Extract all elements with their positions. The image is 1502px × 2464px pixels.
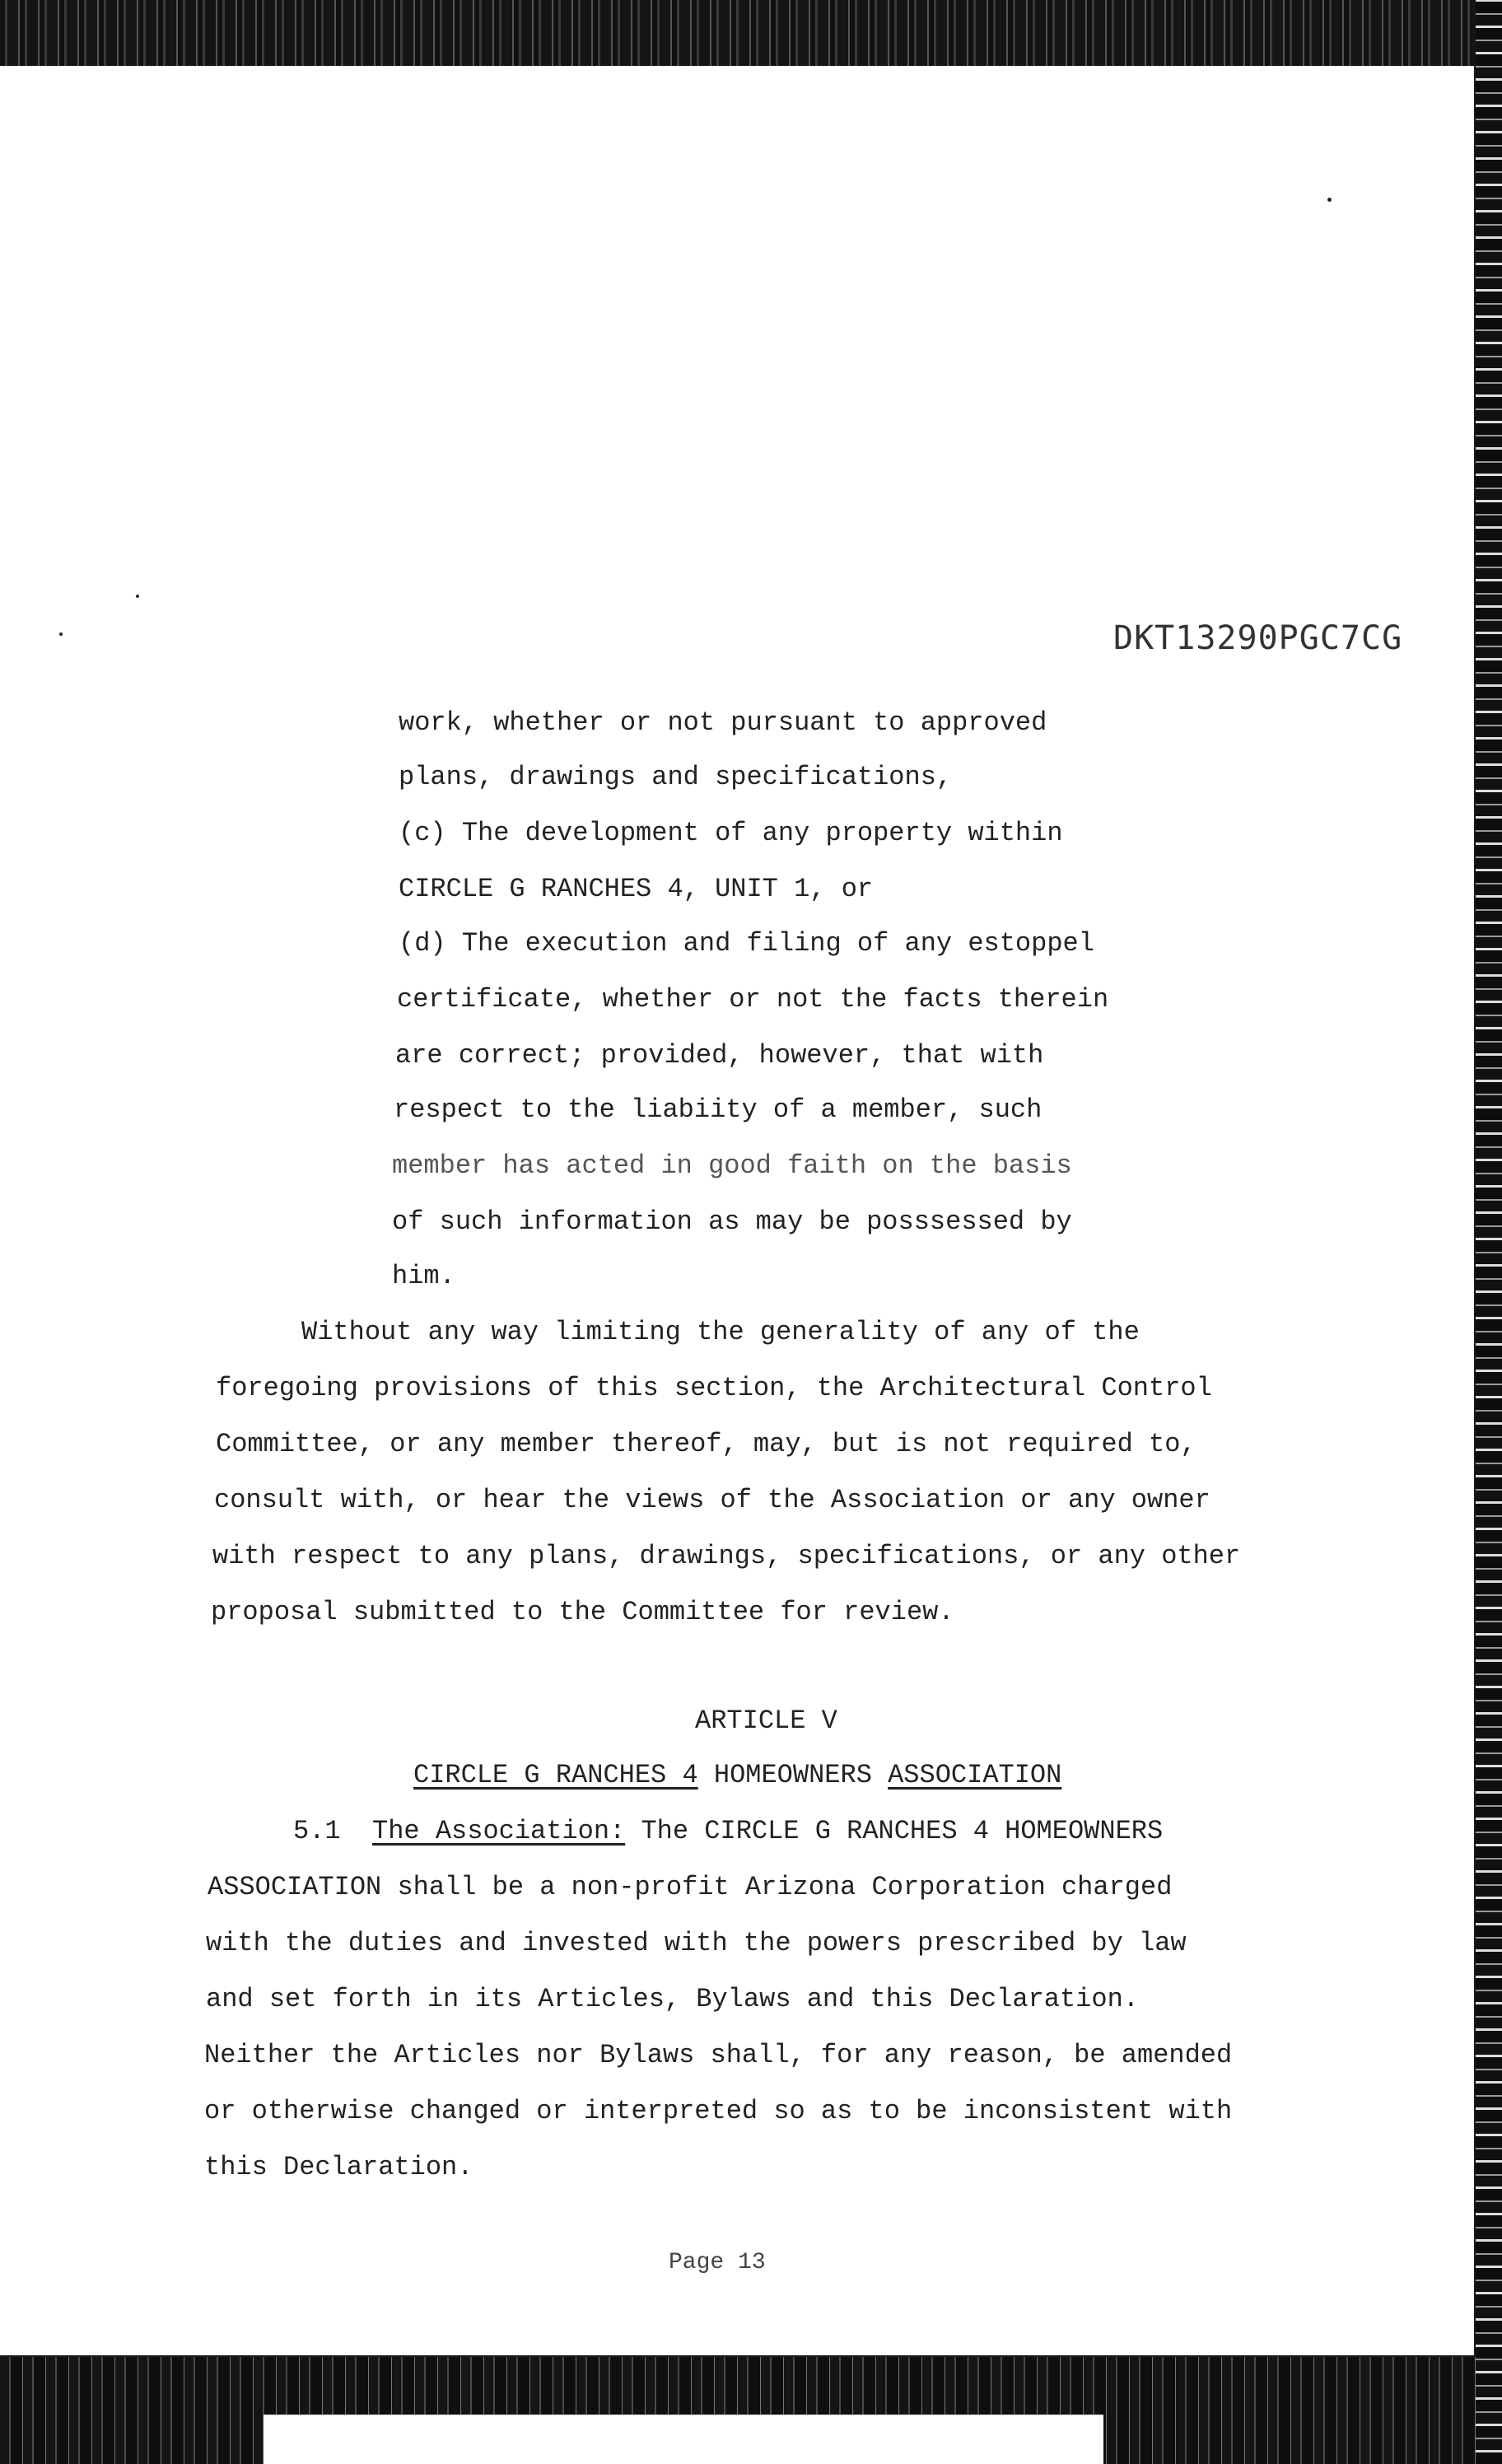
scan-speck [136, 595, 139, 598]
scan-border-bottom-gap [264, 2415, 1103, 2464]
article-title-part: HOMEOWNERS [697, 1760, 889, 1790]
list-line: are correct; provided, however, that with [395, 1040, 1044, 1071]
section-number: 5.1 [293, 1816, 341, 1846]
section-line: and set forth in its Articles, Bylaws and this Declaration. [206, 1984, 1139, 2014]
list-line: (d) The execution and filing of any estoppel [399, 928, 1094, 959]
article-title-part: ASSOCIATION [888, 1760, 1062, 1790]
list-line: respect to the liabiity of a member, such [394, 1094, 1043, 1125]
scan-speck [59, 632, 63, 636]
page-number: Page 13 [669, 2250, 766, 2275]
list-line: certificate, whether or not the facts therein [397, 984, 1109, 1015]
section-heading: The Association: [372, 1816, 626, 1846]
scan-border-right [1476, 0, 1502, 2464]
section-line: with the duties and invested with the powers prescribed by law [206, 1928, 1187, 1958]
article-title [413, 1759, 1061, 1792]
scan-border-top [0, 0, 1502, 66]
list-line: of such information as may be posssessed by [392, 1206, 1072, 1237]
section-line: ASSOCIATION shall be a non-profit Arizona Corporation charged [208, 1872, 1173, 1902]
section-first-line [293, 1815, 1163, 1848]
document-page [0, 66, 1474, 2355]
paragraph-line: consult with, or hear the views of the Association or any owner [214, 1485, 1210, 1515]
section-text: The CIRCLE G RANCHES 4 HOMEOWNERS [625, 1816, 1164, 1846]
list-line: him. [392, 1261, 455, 1291]
paragraph-line: Committee, or any member thereof, may, but is not required to, [216, 1429, 1196, 1459]
section-line: this Declaration. [204, 2152, 473, 2182]
paragraph-line: with respect to any plans, drawings, specifications, or any other [212, 1541, 1241, 1571]
list-line: (c) The development of any property within [399, 818, 1063, 848]
article-number: ARTICLE V [695, 1706, 837, 1736]
docket-stamp: DKT13290PGC7CG [1113, 619, 1403, 657]
paragraph-line: Without any way limiting the generality of any of the [301, 1317, 1140, 1347]
paragraph-line: proposal submitted to the Committee for review. [211, 1597, 954, 1627]
scan-speck [1327, 198, 1332, 202]
section-line: Neither the Articles nor Bylaws shall, for any reason, be amended [204, 2040, 1233, 2070]
list-line: plans, drawings and specifications, [399, 762, 953, 792]
section-line: or otherwise changed or interpreted so as to be inconsistent with [204, 2096, 1233, 2126]
list-line: member has acted in good faith on the basis [392, 1150, 1072, 1181]
list-line: CIRCLE G RANCHES 4, UNIT 1, or [399, 874, 874, 904]
paragraph-line: foregoing provisions of this section, the Architectural Control [216, 1373, 1212, 1403]
article-title-part: CIRCLE G RANCHES 4 [413, 1760, 698, 1790]
list-line: work, whether or not pursuant to approved [399, 707, 1047, 738]
